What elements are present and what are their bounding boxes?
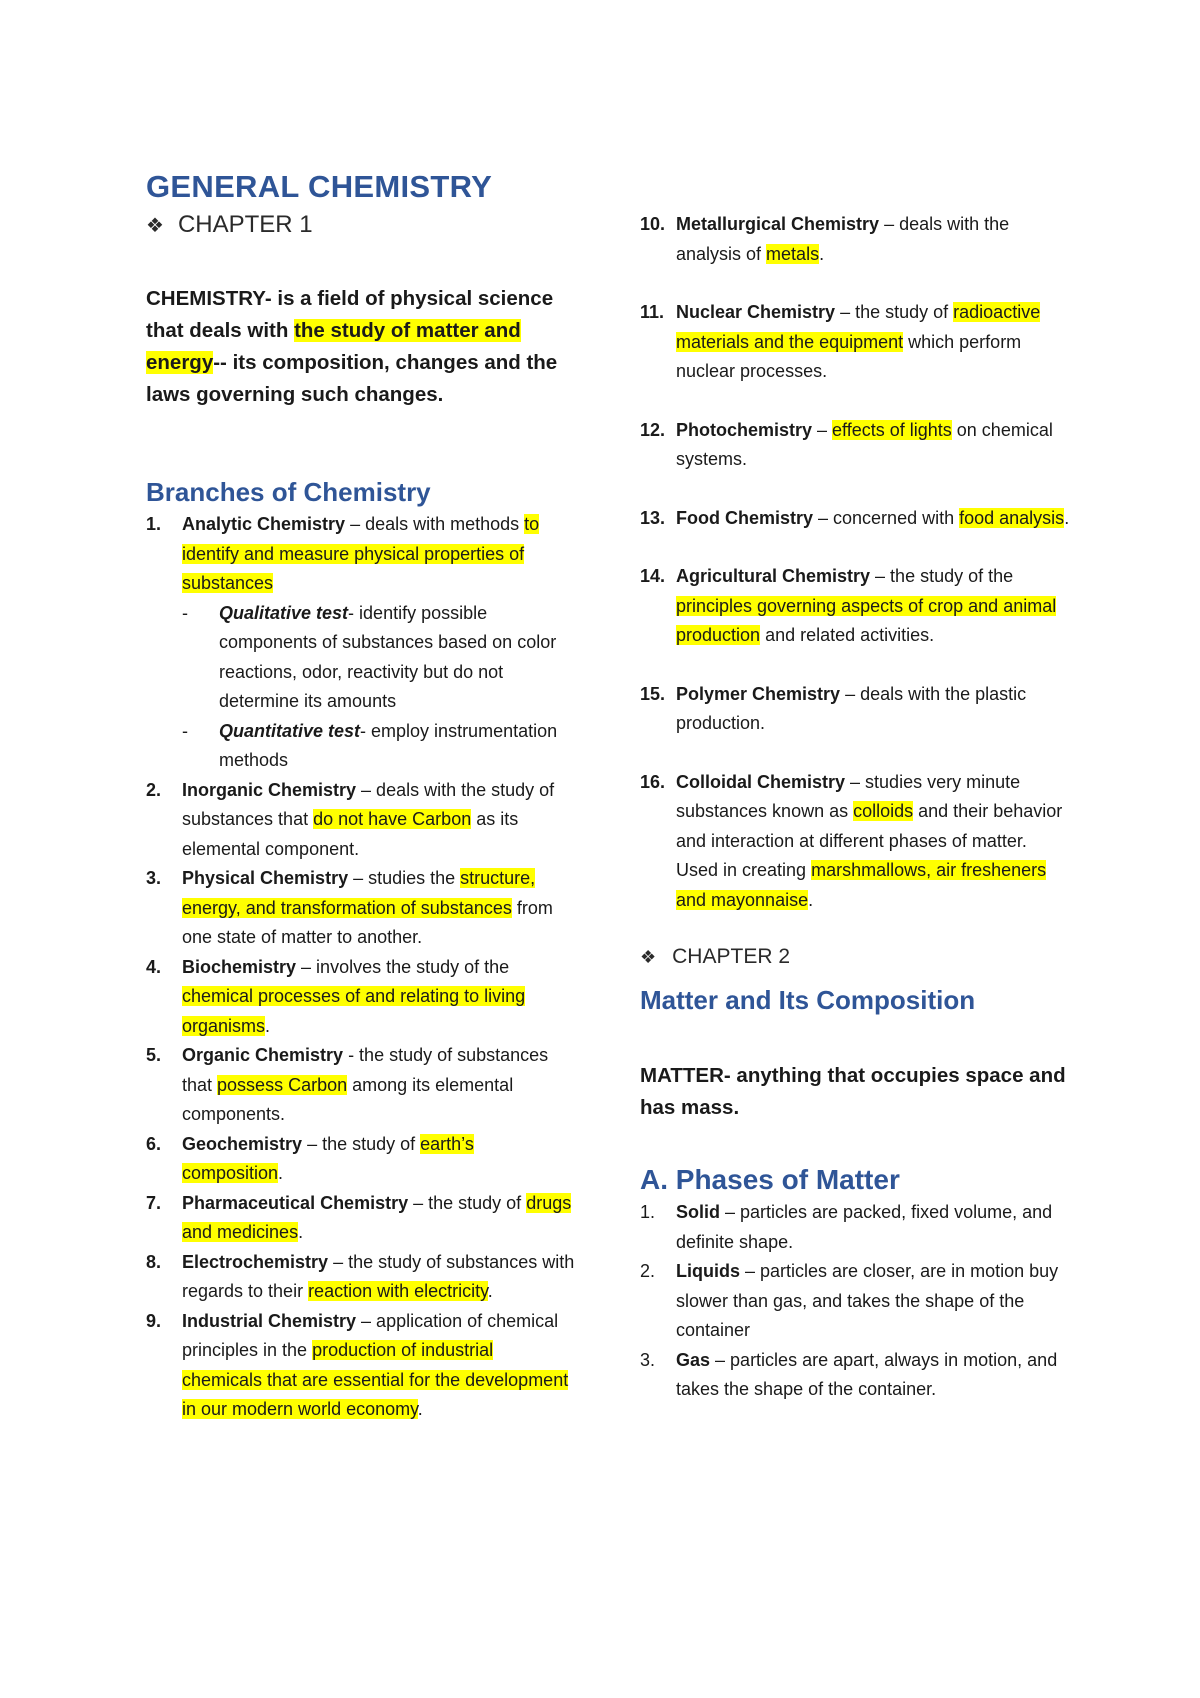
item-text: which perform nuclear processes.	[676, 331, 1022, 381]
item-number: 7.	[146, 1192, 162, 1213]
item-number: 16.	[640, 771, 666, 792]
highlighted-text: do not have Carbon	[313, 809, 472, 830]
item-term: Gas	[676, 1349, 711, 1370]
sub-term: Qualitative test	[219, 602, 349, 623]
sub-item	[182, 717, 576, 776]
list-item	[640, 562, 1070, 651]
item-text: .	[808, 889, 814, 910]
item-term: Liquids	[676, 1261, 740, 1281]
item-text: – studies very minute substances known as	[676, 771, 1021, 821]
item-text: from one state of matter to another.	[182, 897, 553, 948]
branches-list-right	[640, 210, 1070, 915]
chapter-2-heading	[640, 945, 1070, 969]
list-item	[640, 504, 1070, 534]
right-column	[640, 210, 1070, 1405]
highlighted-text: drugs and medicines	[182, 1192, 572, 1243]
list-item	[146, 1041, 576, 1130]
item-text: – the study of	[835, 302, 954, 322]
highlighted-text: production of industrial chemicals that are essential for the development in our modern world economy	[182, 1340, 569, 1420]
list-item	[640, 768, 1070, 916]
highlighted-text: principles governing aspects of crop and animal production	[676, 595, 1057, 645]
item-number: 8.	[146, 1251, 162, 1272]
chapter-2-label: CHAPTER 2	[672, 945, 790, 968]
item-text: – the study of substances with regards to their	[182, 1251, 575, 1302]
highlighted-text: structure, energy, and transformation of substances	[182, 868, 536, 918]
item-number: 3.	[640, 1349, 656, 1370]
highlighted-text: reaction with electricity	[308, 1281, 488, 1302]
item-text: .	[1064, 507, 1070, 528]
item-text: .	[819, 243, 825, 264]
list-item	[640, 1346, 1070, 1405]
highlighted-text: the study of matter and energy	[146, 319, 521, 375]
list-item	[640, 210, 1070, 269]
item-number: 2.	[146, 779, 162, 800]
definition-text: anything that occupies space and has mass.	[640, 1064, 1066, 1119]
list-item	[146, 776, 576, 865]
list-item	[640, 298, 1070, 387]
left-column	[146, 168, 576, 1425]
item-text: .	[298, 1222, 304, 1243]
item-text: – studies the	[348, 868, 461, 889]
item-number: 10.	[640, 214, 666, 234]
sub-text: - employ instrumentation methods	[219, 720, 558, 771]
item-number: 9.	[146, 1310, 162, 1331]
highlighted-text: to identify and measure physical properties of substances	[182, 514, 540, 594]
item-term: Solid	[676, 1202, 720, 1222]
item-term: Geochemistry	[182, 1133, 303, 1154]
list-item	[146, 1248, 576, 1307]
item-number: 5.	[146, 1045, 162, 1066]
list-item	[640, 1257, 1070, 1346]
item-term: Nuclear Chemistry	[676, 302, 836, 322]
list-item	[640, 680, 1070, 739]
list-item	[640, 416, 1070, 475]
item-number: 15.	[640, 683, 666, 704]
definition-text: -- its composition, changes and the laws governing such changes.	[146, 351, 558, 407]
item-number: 4.	[146, 956, 162, 977]
item-term: Agricultural Chemistry	[676, 566, 871, 586]
highlighted-text: food analysis	[959, 507, 1065, 528]
item-number: 11.	[640, 302, 665, 322]
item-term: Metallurgical Chemistry	[676, 214, 880, 234]
branches-heading: Branches of Chemistry	[146, 477, 431, 508]
list-item	[146, 1130, 576, 1189]
item-term: Polymer Chemistry	[676, 683, 841, 704]
matter-definition	[640, 1060, 1070, 1124]
list-item	[640, 1198, 1070, 1257]
diamond-bullet-icon: ❖	[640, 946, 657, 967]
item-text: – the study of	[302, 1133, 421, 1154]
item-term: Analytic Chemistry	[182, 514, 346, 535]
sub-text: - identify possible components of substances based on color reactions, odor, reactivity but do not determine its amounts	[219, 602, 557, 712]
item-number: 1.	[640, 1202, 656, 1222]
item-text: - the study of substances that	[182, 1045, 549, 1095]
highlighted-text: possess Carbon	[217, 1074, 348, 1095]
chapter-1-label: CHAPTER 1	[177, 211, 313, 239]
item-text: – deals with the plastic production.	[676, 683, 1027, 733]
highlighted-text: metals	[766, 243, 820, 264]
item-text: as its elemental component.	[182, 809, 519, 859]
item-text: .	[487, 1281, 493, 1302]
highlighted-text: chemical processes of and relating to living organisms	[182, 986, 526, 1036]
item-number: 14.	[640, 566, 666, 586]
item-term: Inorganic Chemistry	[182, 779, 357, 800]
highlighted-text: colloids	[853, 801, 914, 821]
item-term: Biochemistry	[182, 956, 297, 977]
item-text: – particles are packed, fixed volume, and definite shape.	[676, 1202, 1053, 1252]
matter-heading: Matter and Its Composition	[640, 985, 976, 1015]
item-text: – deals with the analysis of	[676, 214, 1010, 264]
item-term: Electrochemistry	[182, 1251, 329, 1272]
dash-bullet: -	[182, 720, 188, 741]
item-number: 12.	[640, 419, 666, 440]
item-text: – the study of	[408, 1192, 527, 1213]
item-text: – involves the study of the	[296, 956, 510, 977]
item-term: Organic Chemistry	[182, 1045, 344, 1066]
item-number: 13.	[640, 507, 666, 528]
item-term: Food Chemistry	[676, 507, 814, 528]
document-title: GENERAL CHEMISTRY	[146, 169, 493, 204]
item-number: 1.	[146, 514, 162, 535]
analytic-subitems	[182, 599, 576, 776]
item-text: among its elemental components.	[182, 1074, 514, 1125]
item-text: on chemical systems.	[676, 419, 1053, 469]
item-term: Pharmaceutical Chemistry	[182, 1192, 409, 1213]
item-term: Colloidal Chemistry	[676, 771, 846, 792]
phases-list	[640, 1198, 1070, 1405]
item-number: 3.	[146, 868, 162, 889]
item-text: –	[812, 419, 833, 440]
list-item	[146, 1189, 576, 1248]
list-item	[146, 864, 576, 953]
item-text: – particles are apart, always in motion, and takes the shape of the container.	[676, 1349, 1058, 1399]
item-term: Physical Chemistry	[182, 868, 349, 889]
item-text: and related activities.	[760, 625, 935, 645]
highlighted-text: earth’s composition	[182, 1133, 474, 1184]
diamond-bullet-icon: ❖	[146, 214, 164, 237]
chemistry-definition	[146, 283, 576, 411]
chapter-1-heading	[146, 211, 576, 239]
item-text: .	[265, 1015, 271, 1036]
item-term: Industrial Chemistry	[182, 1310, 357, 1331]
item-text: – concerned with	[813, 507, 960, 528]
matter-term: MATTER-	[640, 1064, 731, 1087]
sub-item	[182, 599, 576, 717]
sub-term: Quantitative test	[219, 720, 361, 741]
item-text: – deals with methods	[345, 514, 525, 535]
highlighted-text: radioactive materials and the equipment	[676, 302, 1041, 352]
item-text: .	[417, 1399, 423, 1420]
item-number: 6.	[146, 1133, 162, 1154]
chemistry-term: CHEMISTRY-	[146, 287, 272, 311]
item-number: 2.	[640, 1261, 656, 1281]
list-item	[146, 510, 576, 776]
list-item	[146, 953, 576, 1042]
branches-list-left	[146, 510, 576, 1425]
item-text: – application of chemical principles in the	[182, 1310, 559, 1361]
dash-bullet: -	[182, 602, 188, 623]
item-term: Photochemistry	[676, 419, 813, 440]
list-item	[146, 1307, 576, 1425]
item-text: – deals with the study of substances that	[182, 779, 555, 830]
item-text: – the study of the	[870, 566, 1014, 586]
item-text: .	[278, 1163, 284, 1184]
highlighted-text: marshmallows, air fresheners and mayonnaise	[676, 860, 1047, 910]
definition-text: is a field of physical science that deals with	[146, 287, 554, 343]
item-text: and their behavior and interaction at different phases of matter. Used in creating	[676, 801, 1063, 880]
highlighted-text: effects of lights	[832, 419, 952, 440]
item-text: – particles are closer, are in motion buy slower than gas, and takes the shape of the container	[676, 1261, 1059, 1340]
phases-heading: A. Phases of Matter	[640, 1164, 900, 1195]
